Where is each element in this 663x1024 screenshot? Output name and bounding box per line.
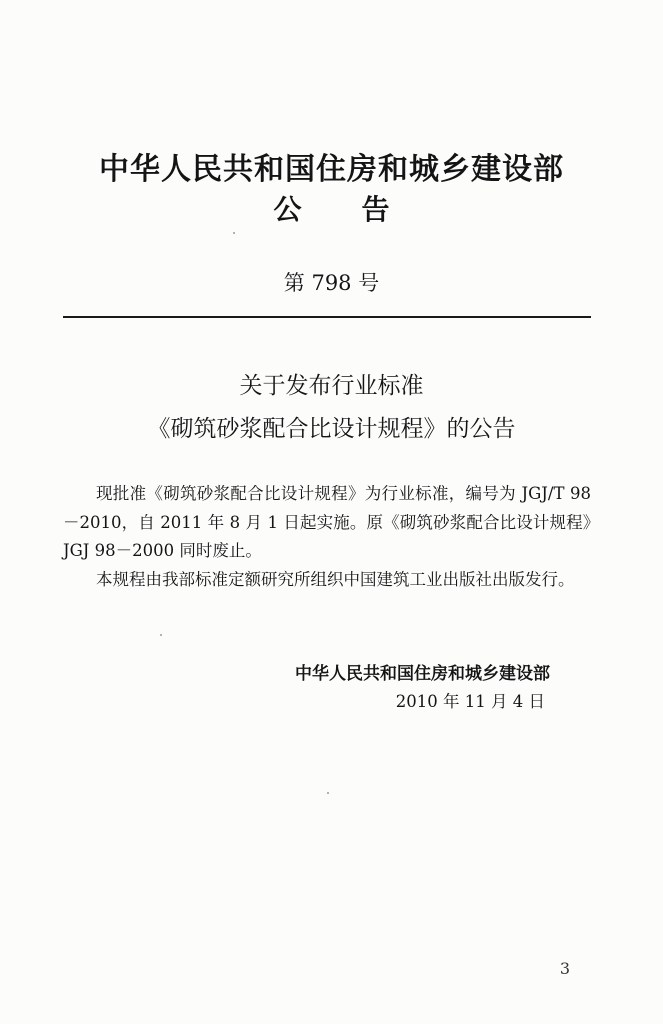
signature-organization: 中华人民共和国住房和城乡建设部 bbox=[295, 664, 550, 684]
document-title-line-2: 《砌筑砂浆配合比设计规程》的公告 bbox=[147, 416, 516, 442]
document-title-line-1: 关于发布行业标准 bbox=[239, 373, 424, 399]
header-divider bbox=[63, 316, 591, 318]
scan-speck bbox=[327, 792, 329, 794]
notice-number: 第 798 号 bbox=[283, 271, 380, 295]
page-number: 3 bbox=[559, 959, 570, 978]
scan-speck bbox=[233, 232, 235, 234]
body-paragraph: 现批准《砌筑砂浆配合比设计规程》为行业标准，编号为 JGJ/T 98－2010，自 2011 年 8 月 1 日起实施。原《砌筑砂浆配合比设计规程》JGJ 98－2000 同时废止。 bbox=[63, 484, 591, 560]
body-paragraph: 本规程由我部标准定额研究所组织中国建筑工业出版社出版发行。 bbox=[96, 569, 575, 589]
ministry-title: 中华人民共和国住房和城乡建设部 bbox=[99, 152, 564, 187]
body-text bbox=[63, 480, 591, 594]
signature-date: 2010 年 11 月 4 日 bbox=[395, 692, 545, 711]
notice-heading: 公告 bbox=[273, 193, 450, 226]
scan-speck bbox=[160, 634, 162, 636]
